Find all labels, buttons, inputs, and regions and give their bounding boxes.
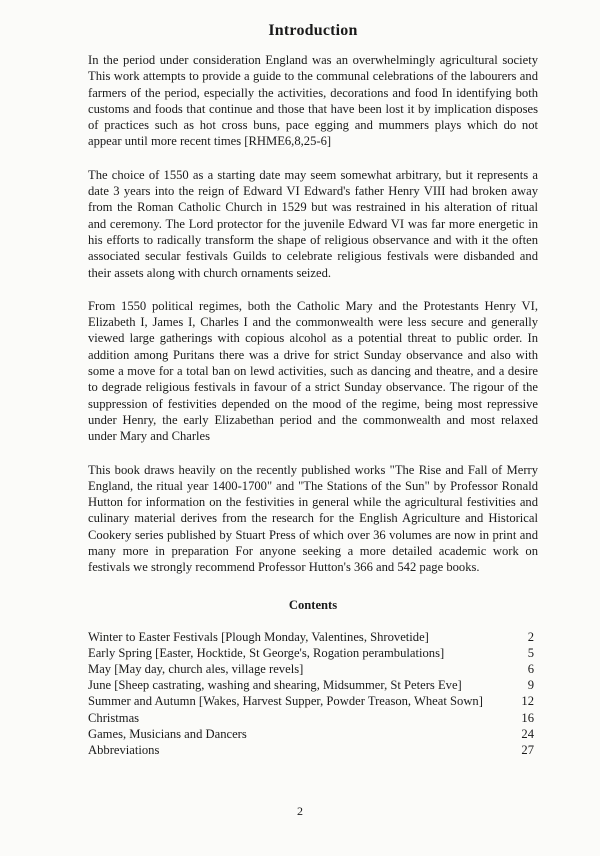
page-number: 2 <box>297 804 303 818</box>
toc-entry-label: Abbreviations <box>88 743 160 758</box>
toc-entry-page: 12 <box>521 694 534 709</box>
toc-entry <box>88 629 538 645</box>
toc-entry <box>88 661 538 677</box>
toc-entry-label: Winter to Easter Festivals [Plough Monday, Valentines, Shrovetide] <box>88 629 429 644</box>
toc-entry-page: 16 <box>521 710 534 725</box>
toc-entry-label: June [Sheep castrating, washing and shearing, Midsummer, St Peters Eve] <box>88 678 462 693</box>
toc-entry-label: Christmas <box>88 710 140 725</box>
toc-entry-label: May [May day, church ales, village revels] <box>88 662 304 677</box>
toc-entry-page: 6 <box>527 662 534 677</box>
table-of-contents <box>88 629 538 759</box>
intro-paragraph-3: From 1550 political regimes, both the Catholic Mary and the Protestants Henry VI, Elizabeth I, James I, Charles I and the commonwealth were less secure and generally viewed large gatherings with copious alcohol as a potential threat to public order. In addition among Puritans there was a drive for strict Sunday observance and also with some a move for a total ban on lewd activities, such as dancing and theatre, and a desire to degrade religious festivals in favour of a strict Sunday observance. The rigour of the suppression of festivities depended on the mood of the regime, being most repressive under Henry, the early Elizabethan period and the commonwealth and most relaxed under Mary and Charles <box>88 298 538 444</box>
toc-entry-page: 5 <box>527 645 534 660</box>
toc-entry-page: 24 <box>521 726 534 741</box>
toc-entry-label: Games, Musicians and Dancers <box>88 726 247 741</box>
toc-entry-label: Summer and Autumn [Wakes, Harvest Supper, Powder Treason, Wheat Sown] <box>88 694 483 709</box>
toc-entry-page: 2 <box>527 629 534 644</box>
toc-entry <box>88 710 538 726</box>
toc-entry <box>88 677 538 693</box>
toc-entry-label: Early Spring [Easter, Hocktide, St George's, Rogation perambulations] <box>88 645 445 660</box>
toc-entry-page: 9 <box>527 678 534 693</box>
page-title: Introduction <box>268 22 358 39</box>
toc-entry <box>88 726 538 742</box>
intro-paragraph-2: The choice of 1550 as a starting date may seem somewhat arbitrary, but it represents a date 3 years into the reign of Edward VI Edward's father Henry VIII had broken away from the Roman Catholic Church in 1529 but was restrained in his alteration of ritual and ceremony. The Lord protector for the juvenile Edward VI was far more energetic in his efforts to radically transform the shape of religious observance and with it the often associated secular festivals Guilds to celebrate religious festivals were disbanded and their assets along with church ornaments seized. <box>88 167 538 280</box>
toc-entry <box>88 693 538 709</box>
contents-heading: Contents <box>288 597 338 612</box>
toc-entry-page: 27 <box>521 743 534 758</box>
toc-entry <box>88 742 538 758</box>
intro-paragraph-4: This book draws heavily on the recently published works "The Rise and Fall of Merry England, the ritual year 1400-1700" and "The Stations of the Sun" by Professor Ronald Hutton for information on the festivities in general while the agricultural festivities and culinary material derives from the research for the English Agriculture and Historical Cookery series published by Stuart Press of which over 36 volumes are now in print and many more in preparation For anyone seeking a more detailed academic work on festivals we strongly recommend Professor Hutton's 366 and 542 page books. <box>88 462 538 575</box>
toc-entry <box>88 645 538 661</box>
intro-paragraph-1: In the period under consideration England was an overwhelmingly agricultural society This work attempts to provide a guide to the communal celebrations of the labourers and farmers of the period, especially the activities, decorations and food In identifying both customs and foods that continue and those that have been lost it by implication disposes of practices such as hot cross buns, pace egging and mummers plays which do not appear until more recent times [RHME6,8,25-6] <box>88 53 538 149</box>
